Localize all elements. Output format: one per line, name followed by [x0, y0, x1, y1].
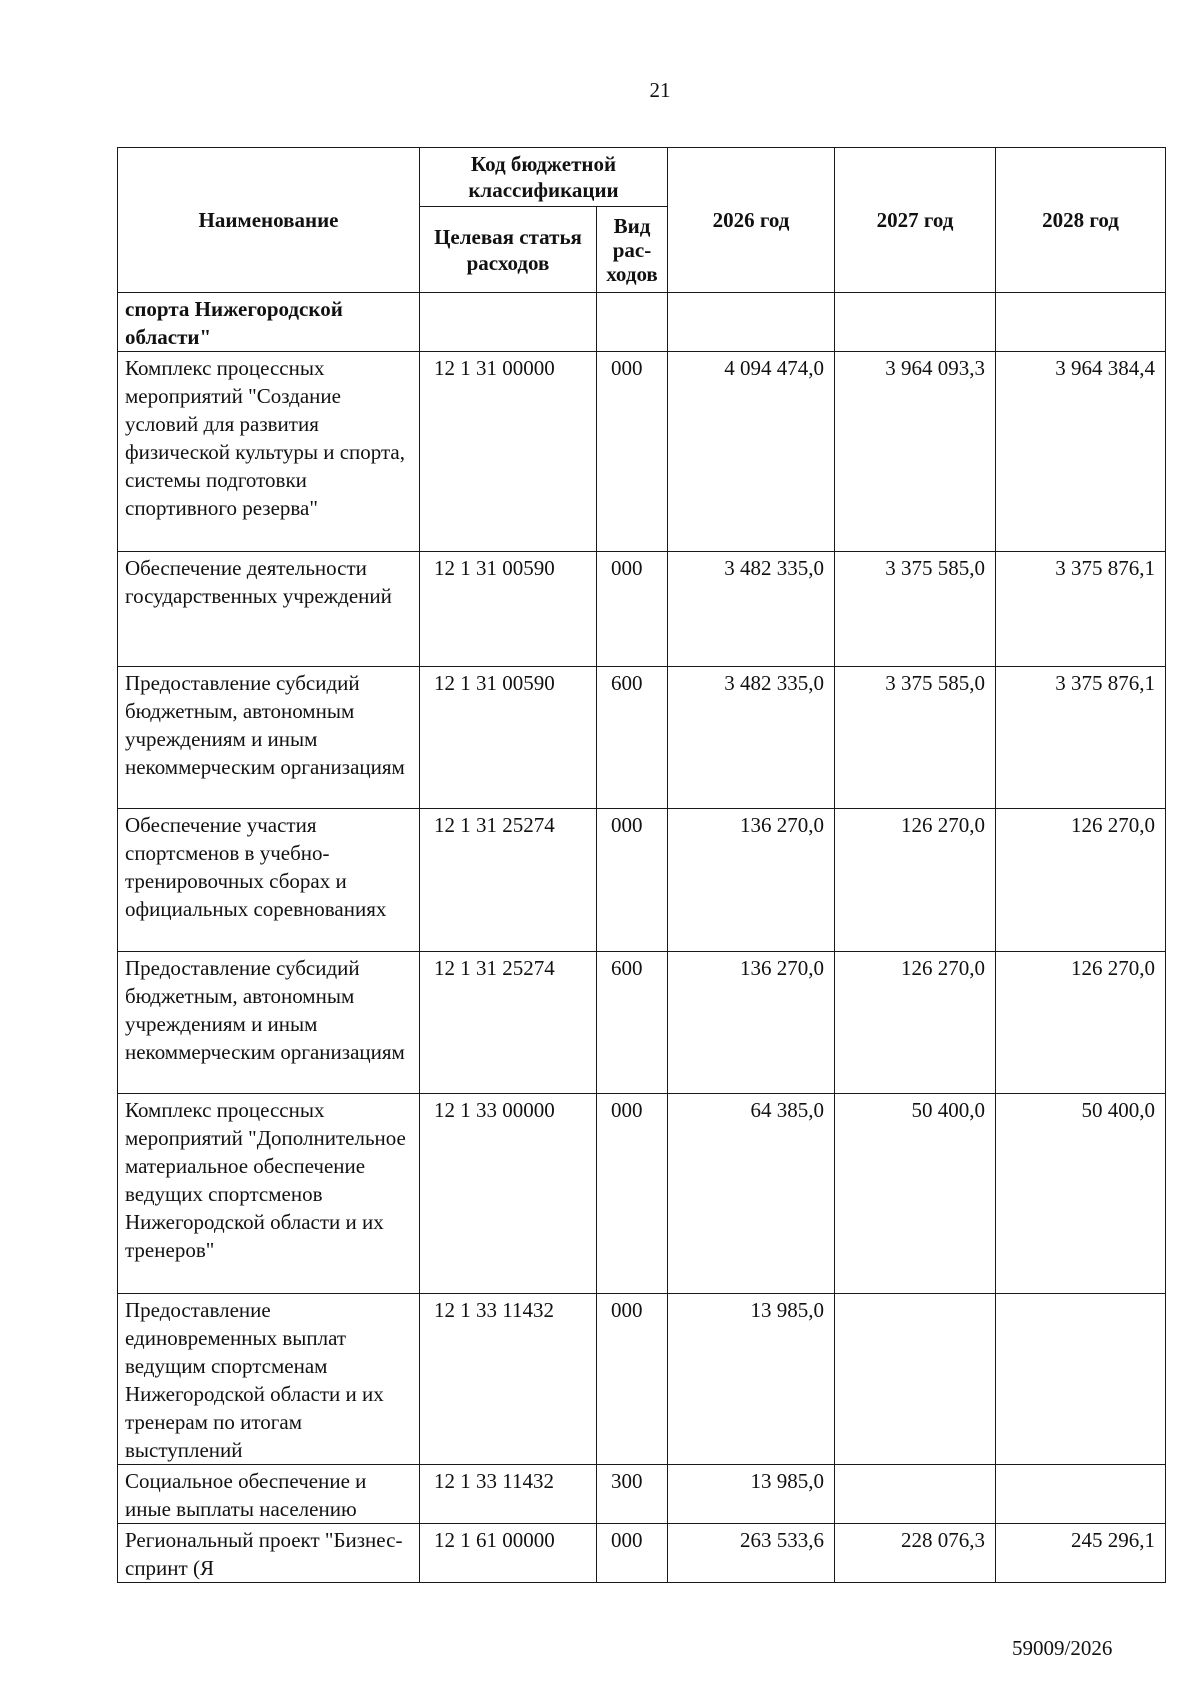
- row-expense-type-cell: [597, 293, 668, 352]
- row-expense-type-cell: 600: [597, 667, 668, 809]
- row-value-2027-cell: [835, 1294, 996, 1465]
- row-expense-type-cell: 000: [597, 809, 668, 952]
- row-value-2028-cell: 3 375 876,1: [996, 667, 1166, 809]
- table-row: [118, 293, 1166, 352]
- row-value-2028-cell: 245 296,1: [996, 1524, 1166, 1583]
- table-row: [118, 1094, 1166, 1294]
- row-target-article-cell: 12 1 33 00000: [420, 1094, 597, 1294]
- row-expense-type-cell: 000: [597, 352, 668, 552]
- row-value-2026-cell: 3 482 335,0: [668, 667, 835, 809]
- row-value-2026-cell: 4 094 474,0: [668, 352, 835, 552]
- header-year-2027: 2027 год: [835, 148, 996, 293]
- table-row: [118, 1524, 1166, 1583]
- row-expense-type-cell: 300: [597, 1465, 668, 1524]
- table-body: [118, 293, 1166, 1583]
- row-expense-type-cell: 000: [597, 552, 668, 667]
- table-row: [118, 809, 1166, 952]
- row-value-2028-cell: 3 964 384,4: [996, 352, 1166, 552]
- table-row: [118, 1294, 1166, 1465]
- row-value-2028-cell: 126 270,0: [996, 809, 1166, 952]
- budget-table: [117, 147, 1166, 1583]
- row-value-2026-cell: 263 533,6: [668, 1524, 835, 1583]
- row-value-2026-cell: 64 385,0: [668, 1094, 835, 1294]
- row-expense-type-cell: 600: [597, 952, 668, 1094]
- row-value-2028-cell: [996, 1465, 1166, 1524]
- header-year-2028: 2028 год: [996, 148, 1166, 293]
- row-expense-type-cell: 000: [597, 1524, 668, 1583]
- row-name-cell: Предоставление единовременных выплат ведущим спортсменам Нижегородской области и их тренерам по итогам выступлений: [118, 1294, 420, 1465]
- row-value-2028-cell: [996, 1294, 1166, 1465]
- row-value-2027-cell: 228 076,3: [835, 1524, 996, 1583]
- row-target-article-cell: [420, 293, 597, 352]
- row-value-2027-cell: 3 375 585,0: [835, 667, 996, 809]
- row-name-cell: Предоставление субсидий бюджетным, автономным учреждениям и иным некоммерческим организациям: [118, 952, 420, 1094]
- row-value-2026-cell: 3 482 335,0: [668, 552, 835, 667]
- row-name-cell: Предоставление субсидий бюджетным, автономным учреждениям и иным некоммерческим организациям: [118, 667, 420, 809]
- row-value-2028-cell: [996, 293, 1166, 352]
- row-value-2026-cell: 13 985,0: [668, 1294, 835, 1465]
- row-value-2026-cell: 136 270,0: [668, 809, 835, 952]
- row-value-2027-cell: 50 400,0: [835, 1094, 996, 1294]
- row-name-cell: Обеспечение участия спортсменов в учебно-тренировочных сборах и официальных соревнованиях: [118, 809, 420, 952]
- table-row: [118, 952, 1166, 1094]
- row-value-2027-cell: 3 375 585,0: [835, 552, 996, 667]
- row-value-2027-cell: 126 270,0: [835, 952, 996, 1094]
- row-value-2027-cell: [835, 293, 996, 352]
- table-header: [118, 148, 1166, 293]
- row-value-2027-cell: 3 964 093,3: [835, 352, 996, 552]
- row-target-article-cell: 12 1 61 00000: [420, 1524, 597, 1583]
- row-target-article-cell: 12 1 31 25274: [420, 809, 597, 952]
- row-target-article-cell: 12 1 31 25274: [420, 952, 597, 1094]
- header-name: Наименование: [118, 148, 420, 293]
- row-value-2027-cell: 126 270,0: [835, 809, 996, 952]
- table-row: [118, 1465, 1166, 1524]
- page-number: 21: [649, 78, 671, 102]
- header-code-group: Код бюджетной классификации: [420, 148, 668, 207]
- row-value-2028-cell: 3 375 876,1: [996, 552, 1166, 667]
- header-target-article: Целевая статья расходов: [420, 207, 597, 293]
- row-target-article-cell: 12 1 31 00000: [420, 352, 597, 552]
- row-target-article-cell: 12 1 33 11432: [420, 1294, 597, 1465]
- row-name-cell: Региональный проект "Бизнес-спринт (Я: [118, 1524, 420, 1583]
- row-value-2026-cell: 13 985,0: [668, 1465, 835, 1524]
- row-expense-type-cell: 000: [597, 1094, 668, 1294]
- table-row: [118, 352, 1166, 552]
- row-name-cell: Обеспечение деятельности государственных учреждений: [118, 552, 420, 667]
- document-number: 59009/2026: [1012, 1636, 1113, 1660]
- row-value-2028-cell: 50 400,0: [996, 1094, 1166, 1294]
- row-value-2027-cell: [835, 1465, 996, 1524]
- header-year-2026: 2026 год: [668, 148, 835, 293]
- row-name-cell: Комплекс процессных мероприятий "Дополнительное материальное обеспечение ведущих спортсменов Нижегородской области и их тренеров": [118, 1094, 420, 1294]
- header-expense-type: Вид рас- ходов: [597, 207, 668, 293]
- row-name-cell: спорта Нижегородской области": [118, 293, 420, 352]
- row-target-article-cell: 12 1 33 11432: [420, 1465, 597, 1524]
- table-row: [118, 552, 1166, 667]
- row-value-2026-cell: [668, 293, 835, 352]
- row-target-article-cell: 12 1 31 00590: [420, 552, 597, 667]
- row-value-2026-cell: 136 270,0: [668, 952, 835, 1094]
- row-name-cell: Социальное обеспечение и иные выплаты населению: [118, 1465, 420, 1524]
- row-name-cell: Комплекс процессных мероприятий "Создание условий для развития физической культуры и спорта, системы подготовки спортивного резерва": [118, 352, 420, 552]
- row-value-2028-cell: 126 270,0: [996, 952, 1166, 1094]
- table-row: [118, 667, 1166, 809]
- row-expense-type-cell: 000: [597, 1294, 668, 1465]
- row-target-article-cell: 12 1 31 00590: [420, 667, 597, 809]
